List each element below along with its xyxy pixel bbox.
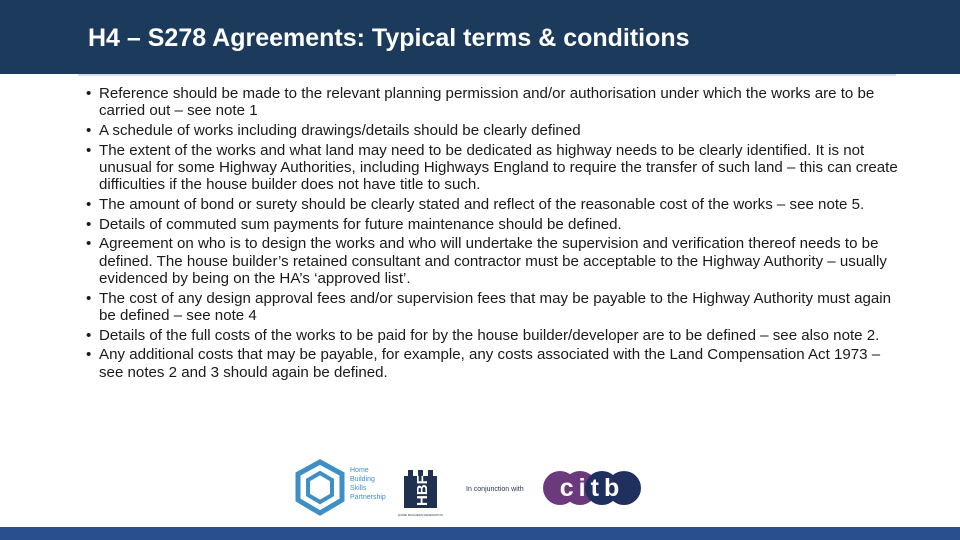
bullet-text: The extent of the works and what land may need to be dedicated as highway needs to be clearly identified. It is not unusual for some Highway Authorities, including Highways England to require the transfer of such land – this can create difficulties if the house builder does not have title to such. — [99, 141, 898, 194]
hbsp-text-line3: Skills — [350, 485, 367, 492]
hbf-text: HBF — [414, 475, 431, 506]
bullet-marker: • — [86, 215, 92, 233]
bullet-item — [86, 216, 906, 233]
hbsp-text-line2: Building — [350, 476, 375, 483]
bullet-marker: • — [86, 326, 92, 344]
bullet-item — [86, 235, 906, 287]
bullet-marker: • — [86, 196, 92, 213]
slide-title: H4 – S278 Agreements: Typical terms & conditions — [88, 24, 690, 52]
bullet-marker: • — [86, 235, 92, 253]
hbsp-text-line4: Partnership — [350, 494, 386, 501]
hbsp-logo — [298, 462, 386, 513]
footer-bar — [0, 527, 960, 540]
bullet-item — [86, 346, 906, 381]
bullet-marker: • — [86, 85, 92, 102]
hbf-subtext: HOME BUILDERS FEDERATION — [398, 513, 443, 517]
bullet-text: Reference should be made to the relevant planning permission and/or authorisation under which the works are to be carried out – see note 1 — [99, 85, 875, 120]
bullet-item — [86, 196, 906, 213]
bullet-text: The amount of bond or surety should be clearly stated and reflect of the reasonable cost of the works – see note 5. — [99, 196, 865, 213]
bullet-text: Details of commuted sum payments for future maintenance should be defined. — [99, 215, 622, 233]
citb-logo — [543, 471, 641, 505]
title-divider — [78, 74, 896, 76]
bullet-text: Details of the full costs of the works to be paid for by the house builder/developer are to be defined – see also note 2. — [99, 326, 880, 344]
hbsp-text-line1: Home — [350, 467, 369, 474]
citb-text: citb — [559, 474, 625, 502]
bullet-list — [86, 85, 906, 383]
bullet-marker: • — [86, 289, 92, 307]
hbf-logo — [398, 470, 443, 517]
bullet-text: A schedule of works including drawings/details should be clearly defined — [99, 122, 581, 139]
bullet-text: The cost of any design approval fees and/or supervision fees that may be payable to the Highway Authority must again be defined – see note 4 — [99, 289, 892, 324]
bullet-item — [86, 122, 906, 139]
bullet-item — [86, 85, 906, 120]
hbsp-hexagon-icon — [298, 462, 342, 513]
bullet-item — [86, 142, 906, 194]
bullet-text: Agreement on who is to design the works and who will undertake the supervision and verification thereof needs to be defined. The house builder’s retained consultant and contractor must be acceptable to the Highway Authority – usually evidenced by being on the HA’s ‘approved list’. — [99, 235, 887, 287]
bullet-marker: • — [86, 141, 92, 159]
conjunction-text: In conjunction with — [466, 486, 524, 493]
bullet-marker: • — [86, 122, 92, 139]
bullet-marker: • — [86, 346, 92, 364]
hbsp-inner-hexagon-icon — [308, 473, 332, 502]
partner-logos — [292, 458, 642, 518]
bullet-text: Any additional costs that may be payable, for example, any costs associated with the Land Compensation Act 1973 – see notes 2 and 3 should again be defined. — [99, 346, 881, 381]
title-bar — [0, 0, 960, 74]
bullet-item — [86, 327, 906, 344]
bullet-item — [86, 290, 906, 325]
